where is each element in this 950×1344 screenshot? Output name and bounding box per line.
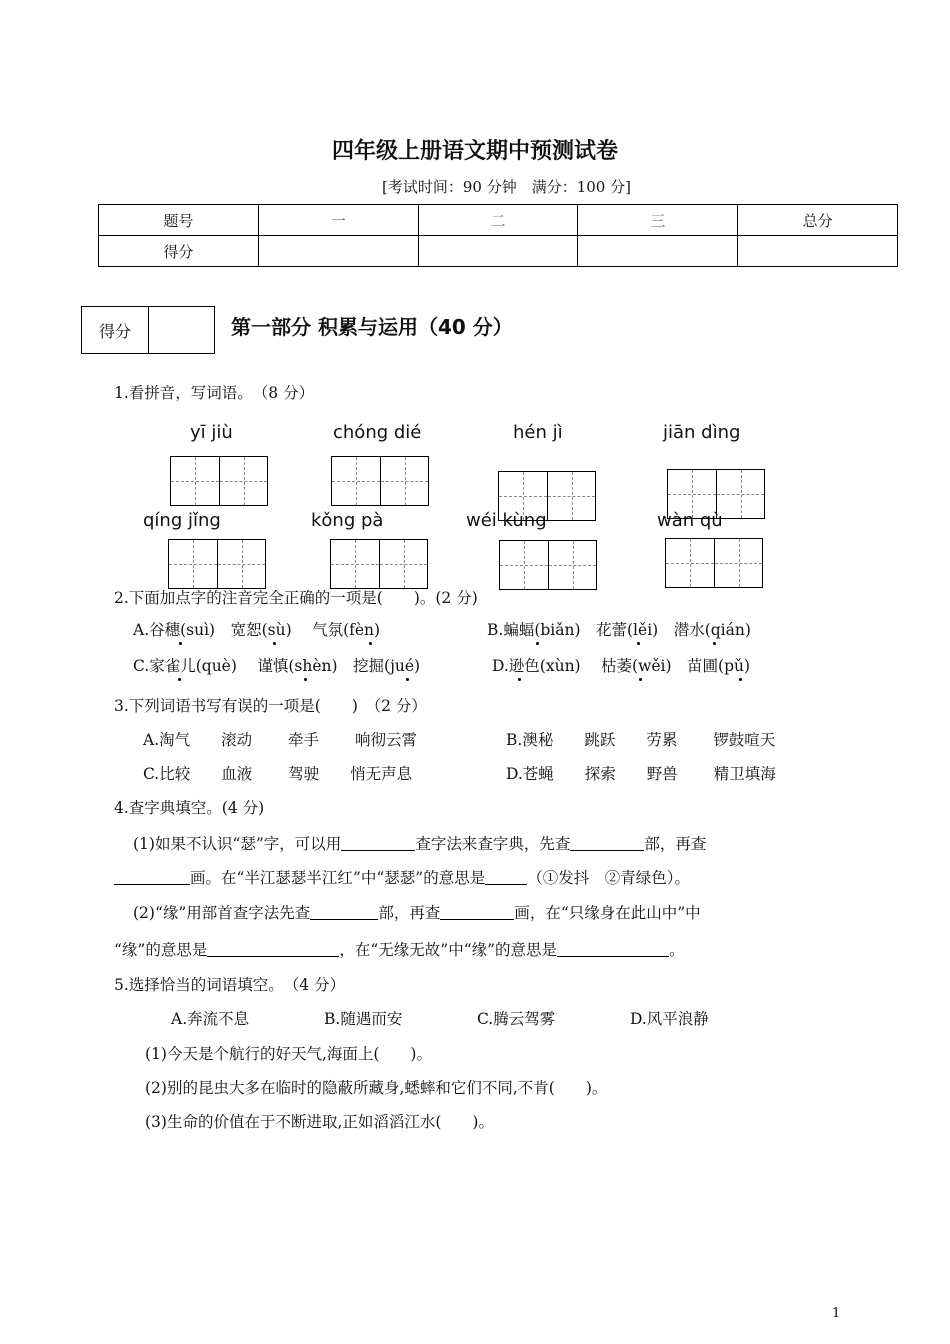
- emphasis-dot: [518, 678, 521, 681]
- option-c: C.家雀儿(què) 谨慎(shèn) 挖掘(jué): [133, 657, 421, 675]
- table-header-cell: 题号: [99, 205, 259, 236]
- question-5-stem: 5.选择恰当的词语填空。 （4 分）: [114, 976, 346, 994]
- word-option: D.风平浪静: [630, 1010, 709, 1028]
- word-option: B.随遇而安: [324, 1010, 403, 1028]
- question-text: 画。在“半江瑟瑟半江红”中“瑟瑟”的意思是: [190, 869, 486, 887]
- answer-blank[interactable]: [341, 835, 415, 852]
- question-4-line: [133, 832, 706, 854]
- emphasis-dot: [713, 642, 716, 645]
- table-row: [99, 236, 898, 267]
- emphasis-dot: [178, 678, 181, 681]
- answer-blank[interactable]: [114, 869, 190, 886]
- question-text: （①发抖 ②青绿色）。: [527, 869, 690, 887]
- question-1-stem: 1.看拼音，写词语。 （8 分）: [114, 384, 315, 402]
- table-header-cell: 一: [258, 205, 418, 236]
- question-text: 。: [669, 941, 685, 959]
- option-b: B.蝙蝠(biǎn) 花蕾(lěi) 潜水(qián): [487, 621, 751, 639]
- question-text: “缘”的意思是: [114, 941, 208, 959]
- question-text: 查字法来查字典，先查: [415, 835, 571, 853]
- pinyin-label: hén jì: [513, 422, 563, 443]
- table-header-cell: 三: [578, 205, 738, 236]
- answer-blank[interactable]: [207, 941, 339, 958]
- part-score-label: 得分: [82, 307, 149, 353]
- emphasis-dot: [639, 678, 642, 681]
- emphasis-dot: [536, 642, 539, 645]
- word-option: C.腾云驾雾: [477, 1010, 556, 1028]
- question-text: 画，在“只缘身在此山中”中: [514, 904, 701, 922]
- writing-grid[interactable]: [331, 456, 429, 506]
- question-4-line: [114, 938, 685, 960]
- answer-blank[interactable]: [570, 835, 644, 852]
- writing-grid[interactable]: [499, 540, 597, 590]
- option-d: D.苍蝇 探索 野兽 精卫填海: [506, 765, 776, 783]
- question-text: 部，再查: [644, 835, 707, 853]
- section-title: 第一部分 积累与运用（40 分）: [231, 315, 513, 339]
- pinyin-label: yī jiù: [190, 422, 233, 443]
- score-input-cell[interactable]: [258, 236, 418, 267]
- part-score-box: [81, 306, 215, 354]
- part-score-input[interactable]: [149, 307, 214, 353]
- option-c: C.比较 血液 驾驶 悄无声息: [143, 765, 413, 783]
- pinyin-label: kǒng pà: [311, 510, 384, 531]
- writing-grid[interactable]: [330, 539, 428, 589]
- page-title: 四年级上册语文期中预测试卷: [331, 139, 618, 164]
- page-number: 1: [832, 1306, 841, 1321]
- question-3-stem: 3.下列词语书写有误的一项是( ) （2 分）: [114, 697, 427, 715]
- writing-grid[interactable]: [665, 538, 763, 588]
- option-d: D.逊色(xùn) 枯萎(wěi) 苗圃(pǔ): [492, 657, 751, 675]
- exam-info: [考试时间：90 分钟 满分：100 分]: [382, 178, 631, 196]
- pinyin-label: jiān dìng: [663, 422, 741, 443]
- table-header-cell: 总分: [738, 205, 898, 236]
- pinyin-label: chóng dié: [333, 422, 422, 443]
- word-option: A.奔流不息: [171, 1010, 250, 1028]
- question-text: 部，再查: [378, 904, 441, 922]
- question-text: ，在“无缘无故”中“缘”的意思是: [339, 941, 558, 959]
- question-2-stem: 2.下面加点字的注音完全正确的一项是( )。(2 分): [114, 589, 478, 607]
- table-cell: 得分: [99, 236, 259, 267]
- table-row: [99, 205, 898, 236]
- emphasis-dot: [637, 642, 640, 645]
- question-4-line: [114, 866, 690, 888]
- score-table: [98, 204, 898, 267]
- answer-blank[interactable]: [310, 904, 378, 921]
- option-a: A.淘气 滚动 牵手 响彻云霄: [143, 731, 417, 749]
- question-4-line: [133, 901, 701, 923]
- emphasis-dot: [304, 678, 307, 681]
- pinyin-label: qíng jǐng: [143, 510, 221, 531]
- option-a: A.谷穗(suì) 宽恕(sù) 气氛(fèn): [133, 621, 381, 639]
- table-header-cell: 二: [418, 205, 578, 236]
- emphasis-dot: [273, 642, 276, 645]
- question-4-stem: 4.查字典填空。(4 分): [114, 799, 265, 817]
- score-input-cell[interactable]: [578, 236, 738, 267]
- sentence-2: (2)别的昆虫大多在临时的隐蔽所藏身,蟋蟀和它们不同,不肯( )。: [145, 1079, 608, 1097]
- sentence-1: (1)今天是个航行的好天气,海面上( )。: [145, 1045, 432, 1063]
- answer-blank[interactable]: [557, 941, 669, 958]
- emphasis-dot: [369, 642, 372, 645]
- sentence-3: (3)生命的价值在于不断进取,正如滔滔江水( )。: [145, 1113, 494, 1131]
- pinyin-label: wàn qù: [657, 510, 723, 531]
- question-text: (1)如果不认识“瑟”字，可以用: [133, 835, 342, 853]
- score-input-cell[interactable]: [738, 236, 898, 267]
- pinyin-label: wéi kùng: [466, 510, 547, 531]
- answer-blank[interactable]: [440, 904, 514, 921]
- question-text: (2)“缘”用部首查字法先查: [133, 904, 311, 922]
- score-input-cell[interactable]: [418, 236, 578, 267]
- emphasis-dot: [179, 642, 182, 645]
- emphasis-dot: [406, 678, 409, 681]
- writing-grid[interactable]: [168, 539, 266, 589]
- emphasis-dot: [739, 678, 742, 681]
- answer-blank[interactable]: [485, 869, 527, 886]
- option-b: B.澳秘 跳跃 劳累 锣鼓喧天: [506, 731, 776, 749]
- writing-grid[interactable]: [170, 456, 268, 506]
